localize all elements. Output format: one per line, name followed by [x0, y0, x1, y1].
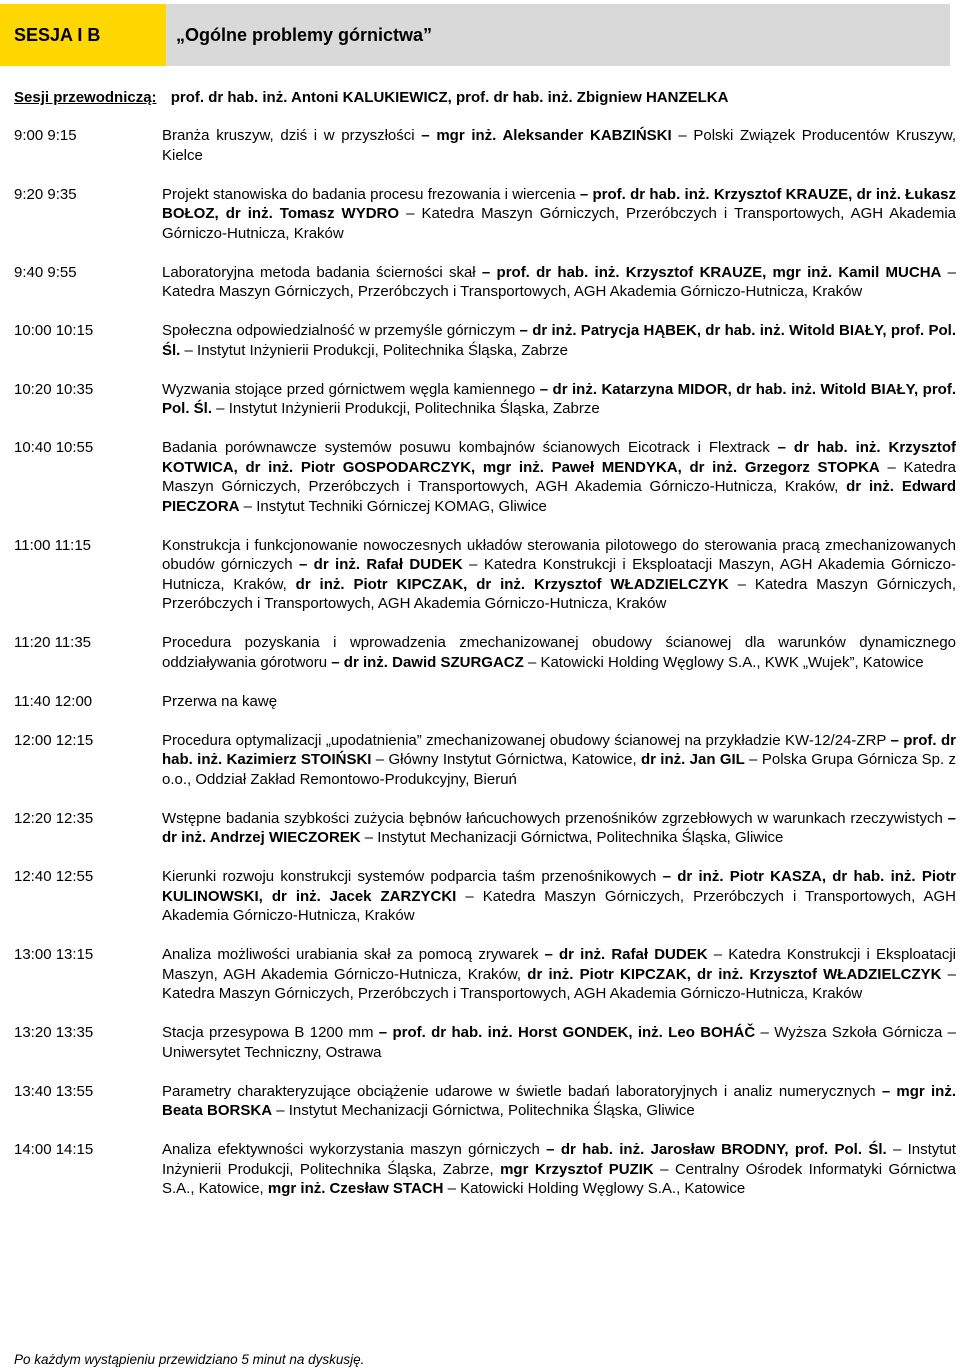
- agenda-description: [162, 1082, 956, 1121]
- agenda-text: – Polska Grupa Górnicza Sp. z o.o., Oddział Zakład Remontowo-Produkcyjny, Bieruń: [162, 751, 956, 788]
- agenda-time: 13:40 13:55: [14, 1082, 94, 1100]
- speaker-names: – dr hab. inż. Krzysztof KOTWICA, dr inż. Piotr GOSPODARCZYK, mgr inż. Paweł MENDYKA, dr inż. Grzegorz STOPKA: [162, 439, 956, 476]
- agenda-time: 11:20 11:35: [14, 634, 92, 651]
- agenda-description: [162, 1140, 956, 1199]
- agenda-item: [14, 263, 956, 302]
- agenda-text: Projekt stanowiska do badania procesu frezowania i wiercenia: [162, 185, 580, 203]
- speaker-names: dr inż. Piotr KIPCZAK, dr inż. Krzysztof WŁADZIELCZYK: [527, 965, 942, 983]
- agenda-text: – Instytut Mechanizacji Górnictwa, Politechnika Śląska, Gliwice: [272, 1102, 695, 1119]
- speaker-names: – dr hab. inż. Jarosław BRODNY, prof. Pol. Śl.: [546, 1141, 887, 1158]
- agenda-item: [14, 185, 956, 244]
- agenda-description: [162, 321, 956, 360]
- agenda-text: – Instytut Techniki Górniczej KOMAG, Gliwice: [239, 497, 547, 515]
- agenda-time: 9:40 9:55: [14, 263, 77, 281]
- agenda-text: – Katowicki Holding Węglowy S.A., Katowice: [443, 1180, 746, 1197]
- agenda-item: [14, 1140, 956, 1199]
- agenda-text: – Katedra Maszyn Górniczych, Przeróbczych i Transportowych, AGH Akademia Górniczo-Hutnicza, Kraków,: [162, 458, 957, 495]
- agenda-item: [14, 809, 956, 848]
- agenda-item: [14, 731, 956, 790]
- agenda-text: – Centralny Ośrodek Informatyki Górnictwa S.A., Katowice,: [162, 1160, 956, 1197]
- speaker-names: dr inż. Piotr KIPCZAK, dr inż. Krzysztof WŁADZIELCZYK: [295, 575, 729, 593]
- chairs-label: Sesji przewodniczą:: [14, 89, 157, 106]
- agenda-description: [162, 809, 956, 848]
- agenda-description: [162, 633, 956, 672]
- agenda-item: [14, 692, 956, 712]
- agenda-text: – Główny Instytut Górnictwa, Katowice,: [371, 751, 641, 768]
- speaker-names: – prof. dr hab. inż. Kazimierz STOIŃSKI: [162, 731, 956, 768]
- speaker-names: – dr inż. Piotr KASZA, dr hab. inż. Piotr KULINOWSKI, dr inż. Jacek ZARZYCKI: [162, 868, 957, 905]
- agenda-text: Badania porównawcze systemów posuwu kombajnów ścianowych Eicotrack i Flextrack: [162, 439, 778, 456]
- speaker-names: – dr inż. Rafał DUDEK: [298, 556, 463, 573]
- agenda-text: Parametry charakteryzujące obciążenie udarowe w świetle badań laboratoryjnych i analiz numerycznych: [162, 1082, 882, 1100]
- agenda-time: 11:00 11:15: [14, 536, 92, 554]
- agenda-description: [162, 536, 956, 614]
- speaker-names: – dr inż. Patrycja HĄBEK, dr hab. inż. Witold BIAŁY, prof. Pol. Śl.: [162, 322, 956, 359]
- agenda-description: [162, 692, 956, 712]
- agenda-description: [162, 731, 956, 790]
- speaker-names: – dr inż. Andrzej WIECZOREK: [162, 809, 956, 846]
- speaker-names: – mgr inż. Aleksander KABZIŃSKI: [421, 127, 672, 144]
- agenda-item: [14, 1023, 956, 1062]
- chairs-names: prof. dr hab. inż. Antoni KALUKIEWICZ, prof. dr hab. inż. Zbigniew HANZELKA: [170, 89, 729, 106]
- agenda-description: [162, 380, 956, 419]
- session-title: „Ogólne problemy górnictwa”: [166, 4, 950, 66]
- agenda-time: 9:20 9:35: [14, 185, 77, 203]
- agenda-item: [14, 867, 956, 926]
- agenda-item: [14, 438, 956, 516]
- agenda-item: [14, 945, 956, 1004]
- agenda-text: – Katedra Maszyn Górniczych, Przeróbczych i Transportowych, AGH Akademia Górniczo-Hutnicza, Kraków: [162, 965, 957, 1002]
- speaker-names: mgr inż. Czesław STACH: [267, 1180, 444, 1197]
- agenda-time: 13:00 13:15: [14, 946, 94, 963]
- agenda-text: Procedura optymalizacji „upodatnienia” zmechanizowanej obudowy ścianowej na przykładzie KW-12/24-ZRP: [162, 731, 891, 749]
- agenda-text: Analiza możliwości urabiania skał za pomocą zrywarek: [162, 946, 545, 963]
- agenda-description: [162, 185, 956, 244]
- speaker-names: dr inż. Jan GIL: [640, 751, 745, 768]
- agenda-list: [14, 126, 956, 1218]
- agenda-text: – Katedra Maszyn Górniczych, Przeróbczych i Transportowych, AGH Akademia Górniczo-Hutnicza, Kraków: [162, 575, 957, 612]
- agenda-time: 11:40 12:00: [14, 692, 93, 710]
- footer-note: Po każdym wystąpieniu przewidziano 5 minut na dyskusję.: [14, 1352, 365, 1367]
- agenda-text: Kierunki rozwoju konstrukcji systemów podparcia taśm przenośnikowych: [162, 868, 663, 885]
- agenda-description: [162, 867, 956, 926]
- agenda-time: 14:00 14:15: [14, 1141, 94, 1158]
- agenda-text: – Instytut Inżynierii Produkcji, Politechnika Śląska, Zabrze,: [162, 1141, 956, 1178]
- speaker-names: – dr inż. Dawid SZURGACZ: [331, 653, 524, 671]
- agenda-item: [14, 536, 956, 614]
- agenda-item: [14, 126, 956, 165]
- agenda-description: [162, 126, 956, 165]
- agenda-item: [14, 380, 956, 419]
- session-label: SESJA I B: [0, 4, 166, 66]
- agenda-text: – Katedra Konstrukcji i Eksploatacji Maszyn, AGH Akademia Górniczo-Hutnicza, Kraków,: [162, 946, 957, 983]
- agenda-item: [14, 1082, 956, 1121]
- agenda-text: Społeczna odpowiedzialność w przemyśle górniczym: [162, 322, 520, 339]
- agenda-time: 9:00 9:15: [14, 127, 77, 144]
- agenda-text: Laboratoryjna metoda badania ścierności skał: [162, 263, 482, 281]
- speaker-names: – prof. dr hab. inż. Krzysztof KRAUZE, dr inż. Łukasz BOŁOZ, dr inż. Tomasz WYDRO: [162, 185, 956, 222]
- agenda-description: [162, 438, 956, 516]
- agenda-text: – Wyższa Szkoła Górnicza – Uniwersytet Techniczny, Ostrawa: [162, 1024, 956, 1061]
- agenda-text: – Katedra Maszyn Górniczych, Przeróbczych i Transportowych, AGH Akademia Górniczo-Hutnicza, Kraków: [162, 205, 956, 242]
- agenda-description: [162, 263, 956, 302]
- agenda-time: 10:00 10:15: [14, 322, 94, 339]
- session-chairs: [14, 88, 728, 108]
- agenda-text: – Katedra Konstrukcji i Eksploatacji Maszyn, AGH Akademia Górniczo-Hutnicza, Kraków,: [162, 556, 957, 593]
- agenda-description: [162, 945, 956, 1004]
- speaker-names: mgr Krzysztof PUZIK: [500, 1160, 654, 1178]
- agenda-text: Stacja przesypowa B 1200 mm: [162, 1024, 379, 1041]
- speaker-names: – dr inż. Rafał DUDEK: [544, 946, 708, 963]
- speaker-names: – mgr inż. Beata BORSKA: [162, 1082, 957, 1119]
- speaker-names: – dr inż. Katarzyna MIDOR, dr hab. inż. Witold BIAŁY, prof. Pol. Śl.: [162, 380, 956, 417]
- agenda-text: Wyzwania stojące przed górnictwem węgla kamiennego: [162, 380, 540, 398]
- agenda-text: – Instytut Inżynierii Produkcji, Politechnika Śląska, Zabrze: [180, 341, 569, 359]
- agenda-text: – Instytut Inżynierii Produkcji, Politechnika Śląska, Zabrze: [212, 400, 600, 417]
- agenda-text: Branża kruszyw, dziś i w przyszłości: [162, 127, 422, 144]
- session-header: [0, 4, 960, 66]
- agenda-text: Wstępne badania szybkości zużycia bębnów łańcuchowych przenośników zgrzebłowych w warunkach rzeczywistych: [162, 809, 948, 827]
- agenda-text: – Katedra Maszyn Górniczych, Przeróbczych i Transportowych, AGH Akademia Górniczo-Hutnicza, Kraków: [162, 887, 956, 924]
- agenda-text: – Katedra Maszyn Górniczych, Przeróbczych i Transportowych, AGH Akademia Górniczo-Hutnicza, Kraków: [162, 263, 956, 300]
- agenda-time: 12:40 12:55: [14, 868, 94, 885]
- speaker-names: – prof. dr hab. inż. Horst GONDEK, inż. Leo BOHÁČ: [378, 1024, 756, 1041]
- agenda-text: Analiza efektywności wykorzystania maszyn górniczych: [162, 1141, 547, 1158]
- agenda-text: – Katowicki Holding Węglowy S.A., KWK „Wujek”, Katowice: [523, 653, 924, 671]
- agenda-time: 12:00 12:15: [14, 731, 94, 749]
- agenda-text: – Instytut Mechanizacji Górnictwa, Politechnika Śląska, Gliwice: [360, 829, 784, 846]
- agenda-text: – Polski Związek Producentów Kruszyw, Kielce: [162, 127, 956, 164]
- agenda-item: [14, 321, 956, 360]
- agenda-text: Przerwa na kawę: [162, 692, 278, 710]
- agenda-time: 10:40 10:55: [14, 439, 94, 456]
- agenda-text: Procedura pozyskania i wprowadzenia zmechanizowanej obudowy ścianowej dla warunków dynamicznego oddziaływania górotworu: [162, 634, 956, 671]
- agenda-time: 10:20 10:35: [14, 380, 94, 398]
- agenda-time: 13:20 13:35: [14, 1024, 94, 1041]
- agenda-item: [14, 633, 956, 672]
- speaker-names: dr inż. Edward PIECZORA: [162, 478, 956, 515]
- agenda-description: [162, 1023, 956, 1062]
- agenda-text: Konstrukcja i funkcjonowanie nowoczesnych układów sterowania pilotowego do sterowania pracą zmechanizowanych obudów górniczych: [162, 536, 956, 573]
- speaker-names: – prof. dr hab. inż. Krzysztof KRAUZE, mgr inż. Kamil MUCHA: [481, 263, 942, 281]
- agenda-time: 12:20 12:35: [14, 809, 94, 827]
